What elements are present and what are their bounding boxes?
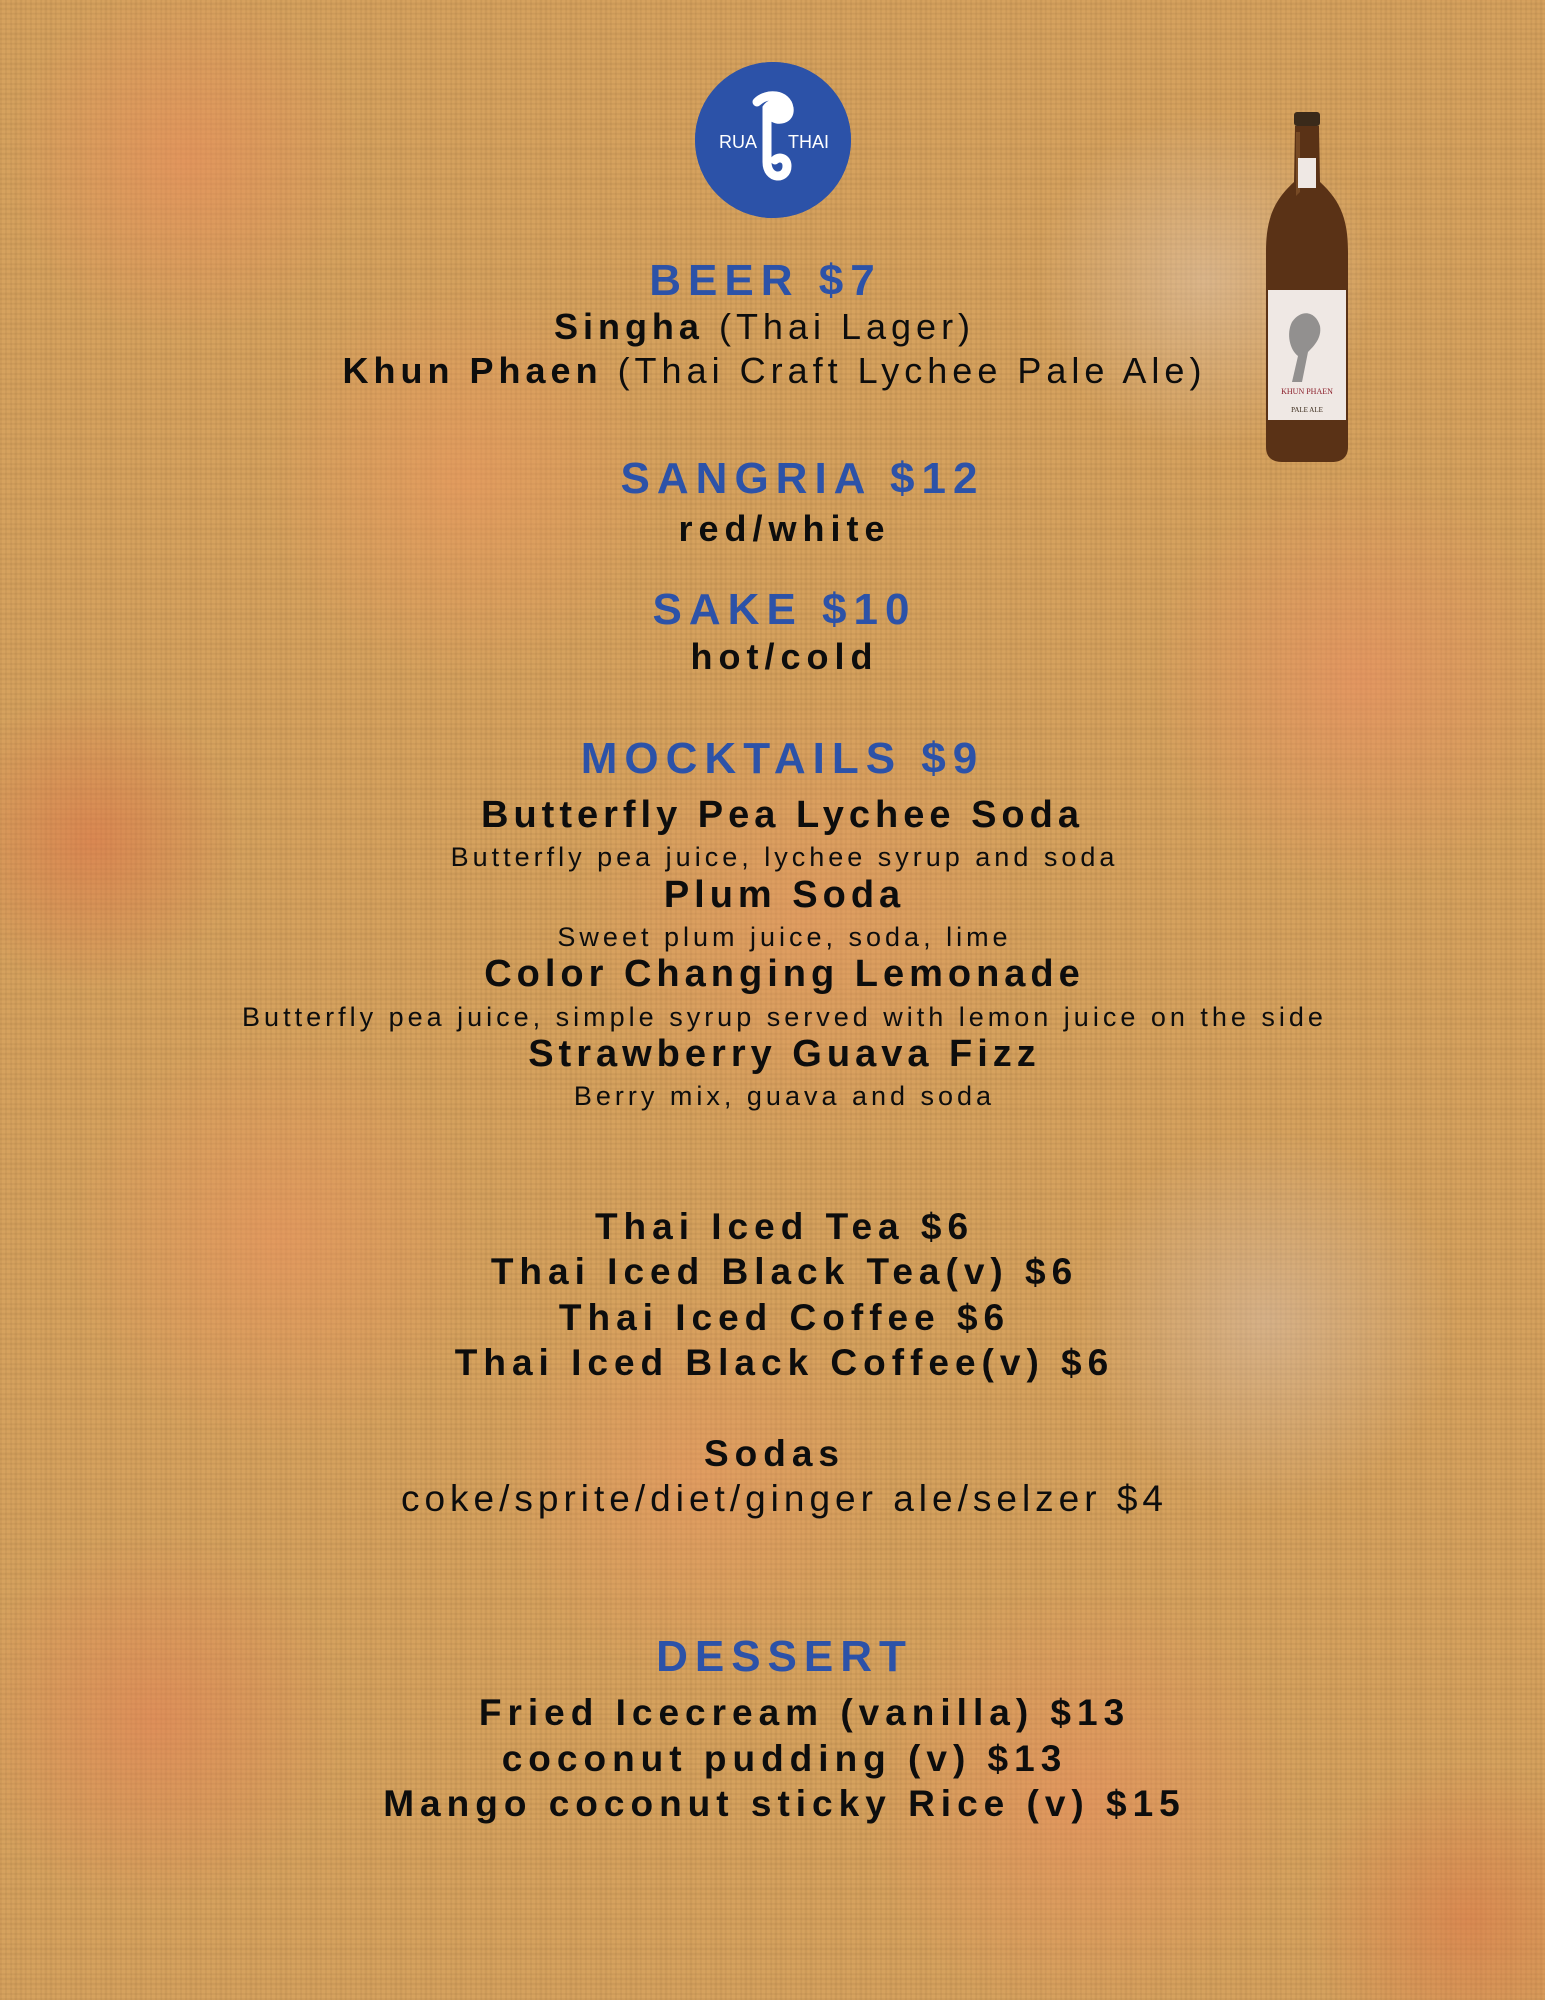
- beer-heading: BEER $7: [649, 256, 882, 305]
- bottle-label: KHUN PHAEN: [1281, 387, 1333, 396]
- mocktail-desc: Sweet plum juice, soda, lime: [557, 922, 1012, 952]
- dessert-item: Mango coconut sticky Rice (v) $15: [383, 1783, 1186, 1824]
- mocktail-name: Butterfly Pea Lychee Soda: [481, 794, 1084, 836]
- mocktail-name: Color Changing Lemonade: [484, 953, 1085, 995]
- sangria-heading: SANGRIA $12: [620, 454, 985, 503]
- bottle-sublabel: PALE ALE: [1291, 406, 1323, 414]
- sake-heading: SAKE $10: [652, 585, 917, 634]
- mocktail-name: Plum Soda: [663, 874, 906, 916]
- mocktail-desc: Butterfly pea juice, simple syrup served with lemon juice on the side: [242, 1002, 1327, 1032]
- beer-item-name: Singha: [553, 306, 704, 347]
- dessert-heading: DESSERT: [656, 1632, 913, 1681]
- sodas-list: coke/sprite/diet/ginger ale/selzer $4: [400, 1478, 1169, 1519]
- rua-thai-logo-icon: [695, 62, 851, 218]
- sodas-heading: Sodas: [703, 1433, 846, 1474]
- beer-item-name: Khun Phaen: [342, 350, 603, 391]
- sangria-options: red/white: [678, 508, 891, 549]
- mocktail-desc: Berry mix, guava and soda: [573, 1081, 996, 1111]
- drink-item: Thai Iced Black Tea(v) $6: [490, 1251, 1079, 1292]
- logo-left-text: RUA: [719, 132, 758, 152]
- beer-item: [2, 350, 1545, 392]
- sake-options: hot/cold: [690, 636, 879, 677]
- dessert-item: Fried Icecream (vanilla) $13: [478, 1692, 1131, 1733]
- mocktail-desc: Butterfly pea juice, lychee syrup and soda: [450, 842, 1119, 872]
- mocktail-name: Strawberry Guava Fizz: [528, 1033, 1041, 1075]
- dessert-item: coconut pudding (v) $13: [501, 1738, 1068, 1779]
- drink-item: Thai Iced Coffee $6: [558, 1297, 1011, 1338]
- drink-item: Thai Iced Tea $6: [594, 1206, 975, 1247]
- beer-item-note: (Thai Lager): [703, 306, 976, 347]
- mocktails-heading: MOCKTAILS $9: [580, 734, 985, 783]
- logo-right-text: THAI: [788, 132, 830, 152]
- beer-item: [0, 306, 1537, 348]
- beer-item-note: (Thai Craft Lychee Pale Ale): [602, 350, 1207, 391]
- drink-item: Thai Iced Black Coffee(v) $6: [454, 1342, 1115, 1383]
